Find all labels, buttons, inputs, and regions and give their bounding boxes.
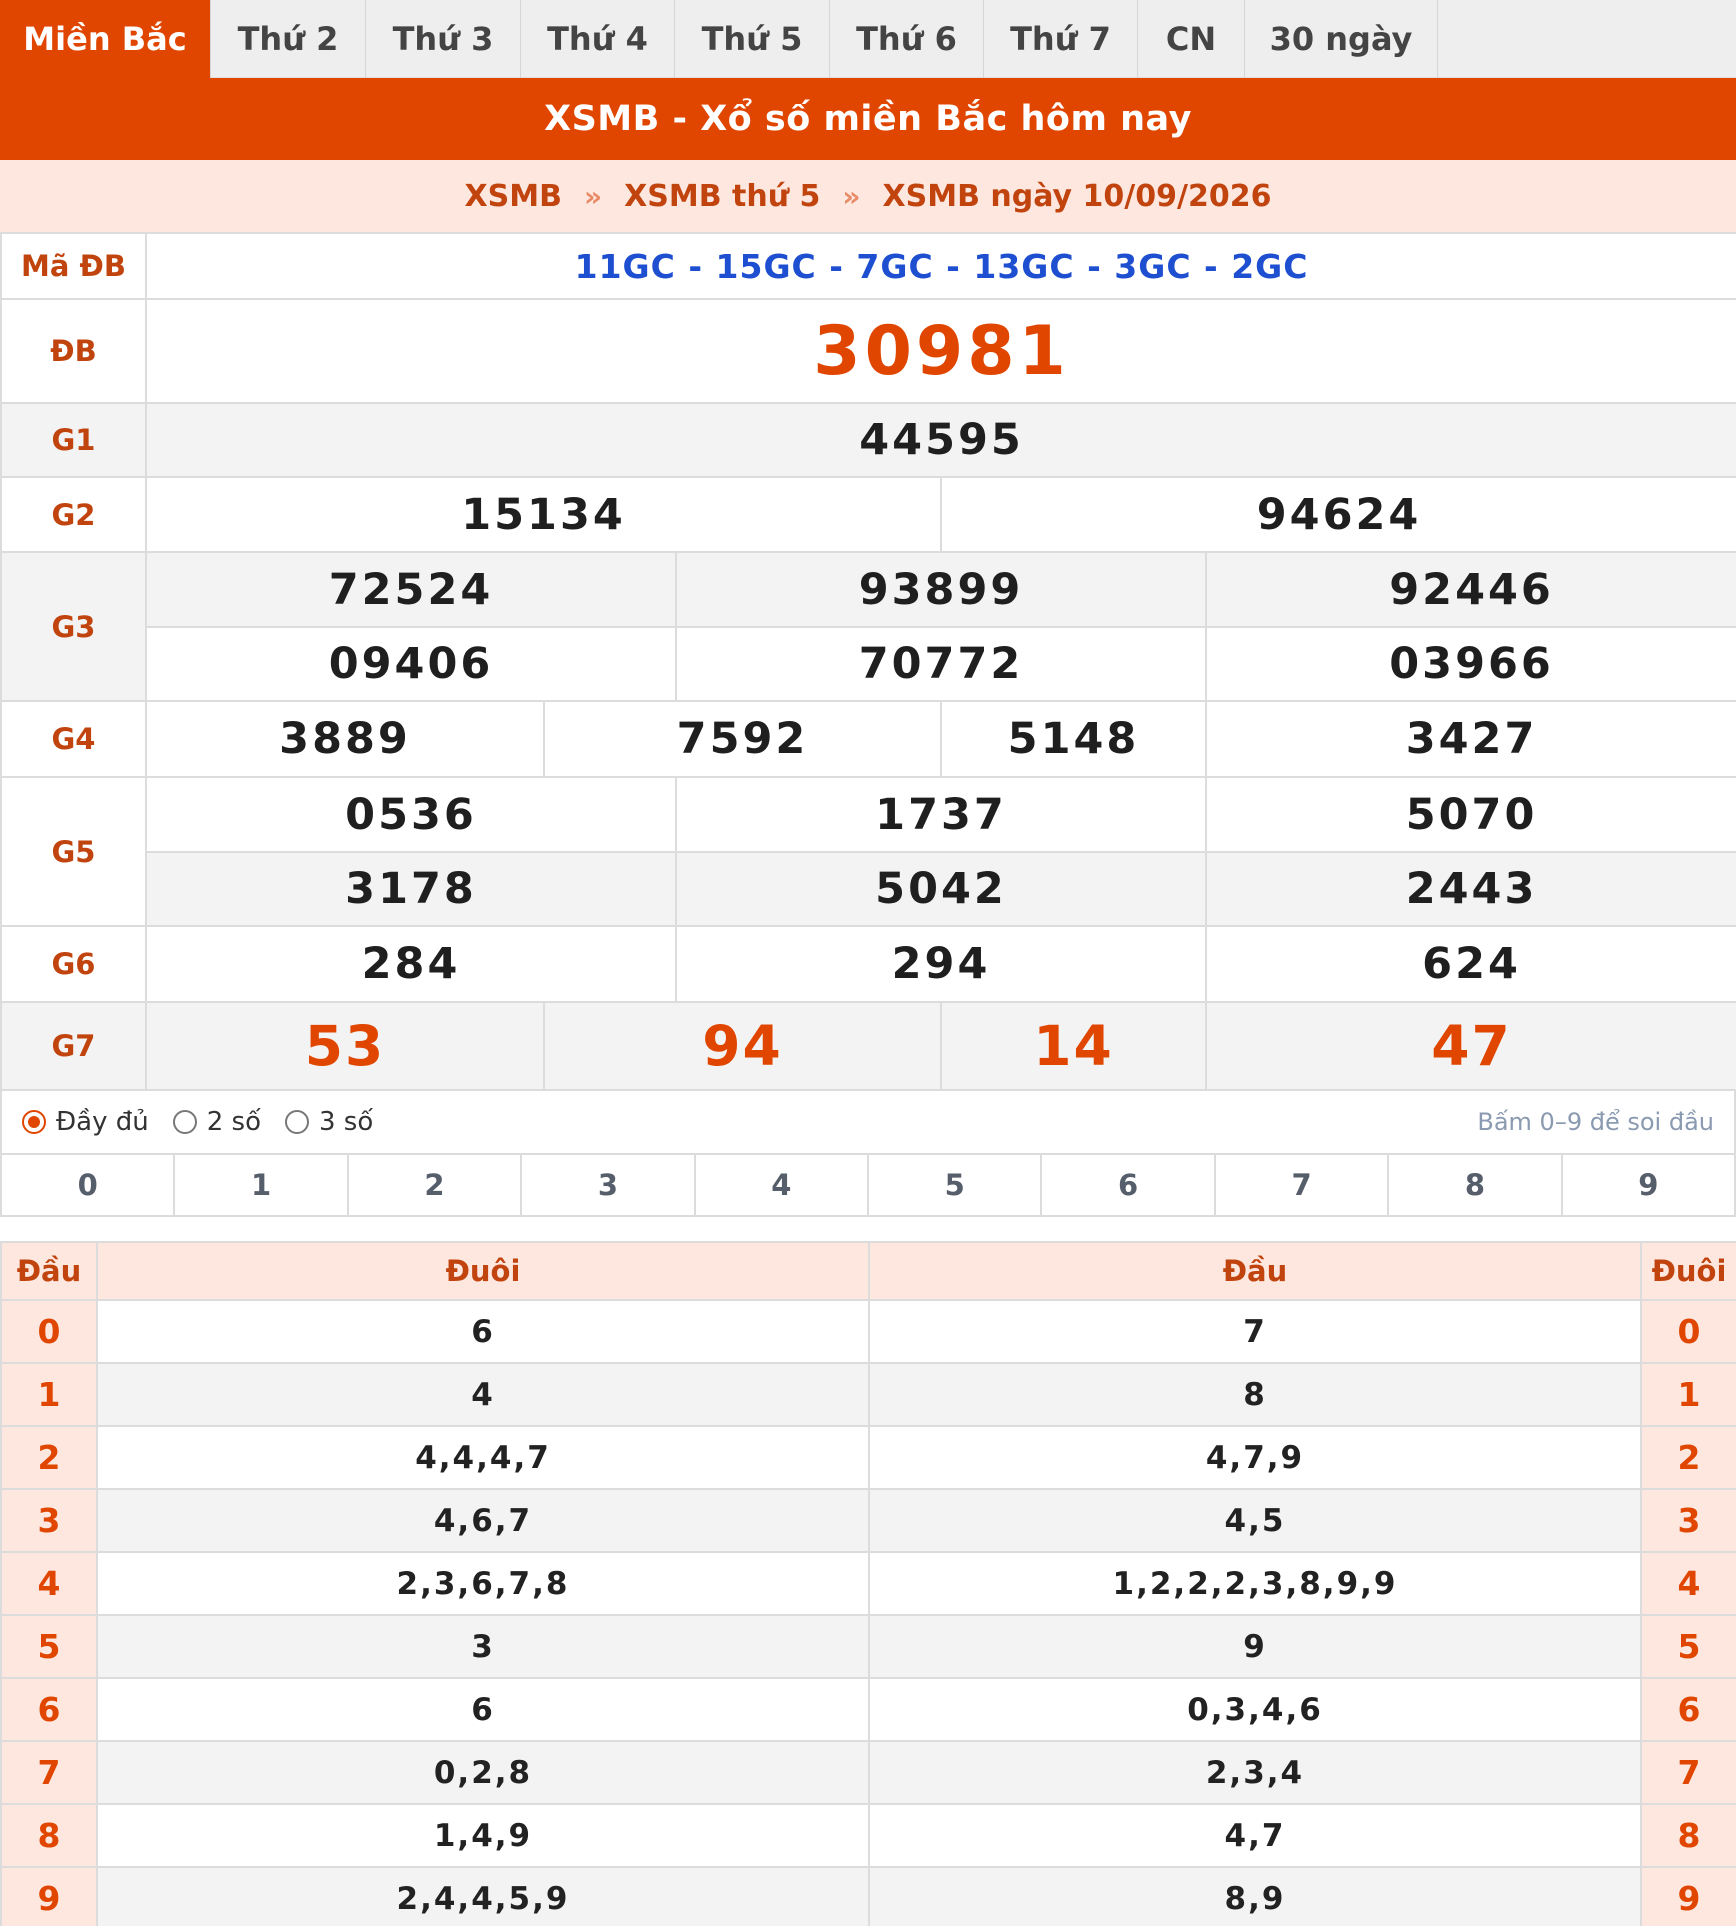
page-title: XSMB - Xổ số miền Bắc hôm nay [0,78,1736,160]
row-key: 9 [1,1867,97,1926]
tab-mien-bac[interactable]: Miền Bắc [0,0,211,78]
header-duoi: Đuôi [97,1242,869,1300]
g3-label: G3 [1,552,146,701]
g5-number: 2443 [1206,852,1736,926]
tab-thu-6[interactable]: Thứ 6 [830,0,984,78]
digit-button-9[interactable]: 9 [1563,1155,1736,1215]
results-table [0,232,1736,1091]
digit-hint: Bấm 0–9 để soi đầu [1477,1108,1714,1136]
heads-cell: 1,2,2,2,3,8,9,9 [869,1552,1641,1615]
table-row [1,1804,1736,1867]
row-key: 7 [1,1741,97,1804]
row-key: 3 [1,1489,97,1552]
g6-number: 624 [1206,926,1736,1002]
digit-button-6[interactable]: 6 [1042,1155,1215,1215]
digit-button-3[interactable]: 3 [522,1155,695,1215]
g3-number: 92446 [1206,552,1736,627]
row-key: 4 [1,1552,97,1615]
row-key: 8 [1641,1804,1736,1867]
digit-button-7[interactable]: 7 [1216,1155,1389,1215]
row-key: 4 [1641,1552,1736,1615]
tails-cell: 4,6,7 [97,1489,869,1552]
table-row [1,1615,1736,1678]
db-label: ĐB [1,299,146,403]
heads-cell: 8 [869,1363,1641,1426]
tails-cell: 4 [97,1363,869,1426]
row-key: 8 [1,1804,97,1867]
display-options [0,1091,1736,1155]
table-row [1,1552,1736,1615]
g7-number: 47 [1206,1002,1736,1090]
ma-db-label: Mã ĐB [1,233,146,299]
tails-cell: 2,4,4,5,9 [97,1867,869,1926]
tails-cell: 2,3,6,7,8 [97,1552,869,1615]
g5-number: 1737 [676,777,1206,852]
tab-thu-4[interactable]: Thứ 4 [521,0,675,78]
option-full[interactable] [22,1107,149,1137]
g4-number: 7592 [544,701,941,777]
g6-number: 284 [146,926,676,1002]
tab-30-ngay[interactable]: 30 ngày [1245,0,1438,78]
heads-cell: 4,7 [869,1804,1641,1867]
breadcrumb-separator: » [842,179,861,213]
tab-thu-3[interactable]: Thứ 3 [366,0,521,78]
g7-label: G7 [1,1002,146,1090]
g4-number: 3427 [1206,701,1736,777]
g2-number: 15134 [146,477,941,552]
g3-number: 72524 [146,552,676,627]
table-row [1,1300,1736,1363]
row-key: 6 [1,1678,97,1741]
heads-cell: 7 [869,1300,1641,1363]
tails-cell: 0,2,8 [97,1741,869,1804]
header-dau: Đầu [1,1242,97,1300]
tab-thu-2[interactable]: Thứ 2 [211,0,366,78]
digit-button-5[interactable]: 5 [869,1155,1042,1215]
option-2-digits[interactable] [173,1107,261,1137]
region-tabs [0,0,1736,78]
row-key: 1 [1,1363,97,1426]
g5-number: 5070 [1206,777,1736,852]
row-key: 2 [1,1426,97,1489]
g5-number: 0536 [146,777,676,852]
row-key: 2 [1641,1426,1736,1489]
header-dau: Đầu [869,1242,1641,1300]
g4-number: 5148 [941,701,1206,777]
heads-cell: 0,3,4,6 [869,1678,1641,1741]
radio-selected-icon[interactable] [22,1110,46,1134]
row-key: 6 [1641,1678,1736,1741]
table-row [1,1678,1736,1741]
breadcrumb [0,160,1736,232]
g5-label: G5 [1,777,146,926]
option-3-digits-label: 3 số [318,1107,374,1137]
g7-number: 53 [146,1002,544,1090]
g6-label: G6 [1,926,146,1002]
digit-button-0[interactable]: 0 [2,1155,175,1215]
table-row [1,1867,1736,1926]
breadcrumb-xsmb-thu-5[interactable]: XSMB thứ 5 [624,178,821,214]
table-row [1,1489,1736,1552]
g5-number: 3178 [146,852,676,926]
g3-number: 70772 [676,627,1206,701]
row-key: 9 [1641,1867,1736,1926]
row-key: 1 [1641,1363,1736,1426]
row-key: 7 [1641,1741,1736,1804]
heads-cell: 2,3,4 [869,1741,1641,1804]
g4-label: G4 [1,701,146,777]
breadcrumb-xsmb[interactable]: XSMB [464,178,563,214]
digit-button-1[interactable]: 1 [175,1155,348,1215]
g6-number: 294 [676,926,1206,1002]
g2-label: G2 [1,477,146,552]
option-2-digits-label: 2 số [206,1107,261,1137]
heads-cell: 4,5 [869,1489,1641,1552]
row-key: 5 [1,1615,97,1678]
g3-number: 03966 [1206,627,1736,701]
digit-button-8[interactable]: 8 [1389,1155,1562,1215]
breadcrumb-separator: » [584,179,603,213]
tab-cn[interactable]: CN [1138,0,1245,78]
option-3-digits[interactable] [285,1107,373,1137]
header-duoi: Đuôi [1641,1242,1736,1300]
g7-number: 94 [544,1002,941,1090]
g3-number: 93899 [676,552,1206,627]
heads-cell: 8,9 [869,1867,1641,1926]
row-key: 0 [1641,1300,1736,1363]
special-prize: 30981 [146,299,1736,403]
tails-cell: 6 [97,1300,869,1363]
g3-number: 09406 [146,627,676,701]
digit-button-2[interactable]: 2 [349,1155,522,1215]
tails-cell: 6 [97,1678,869,1741]
g4-number: 3889 [146,701,544,777]
tab-thu-5[interactable]: Thứ 5 [675,0,830,78]
radio-icon[interactable] [173,1110,197,1134]
row-key: 0 [1,1300,97,1363]
row-key: 3 [1641,1489,1736,1552]
g7-number: 14 [941,1002,1206,1090]
table-row [1,1363,1736,1426]
table-row [1,1741,1736,1804]
tails-cell: 4,4,4,7 [97,1426,869,1489]
table-row [1,1426,1736,1489]
g2-number: 94624 [941,477,1736,552]
tab-thu-7[interactable]: Thứ 7 [984,0,1138,78]
g5-number: 5042 [676,852,1206,926]
heads-cell: 9 [869,1615,1641,1678]
radio-icon[interactable] [285,1110,309,1134]
tails-cell: 1,4,9 [97,1804,869,1867]
heads-cell: 4,7,9 [869,1426,1641,1489]
breadcrumb-xsmb-date[interactable]: XSMB ngày 10/09/2026 [882,178,1272,214]
tails-cell: 3 [97,1615,869,1678]
g1-label: G1 [1,403,146,477]
digit-button-4[interactable]: 4 [696,1155,869,1215]
loto-table [0,1241,1736,1926]
option-full-label: Đầy đủ [56,1107,149,1137]
digit-selector [0,1155,1736,1217]
row-key: 5 [1641,1615,1736,1678]
g1-number: 44595 [146,403,1736,477]
ma-db-value: 11GC - 15GC - 7GC - 13GC - 3GC - 2GC [146,233,1736,299]
